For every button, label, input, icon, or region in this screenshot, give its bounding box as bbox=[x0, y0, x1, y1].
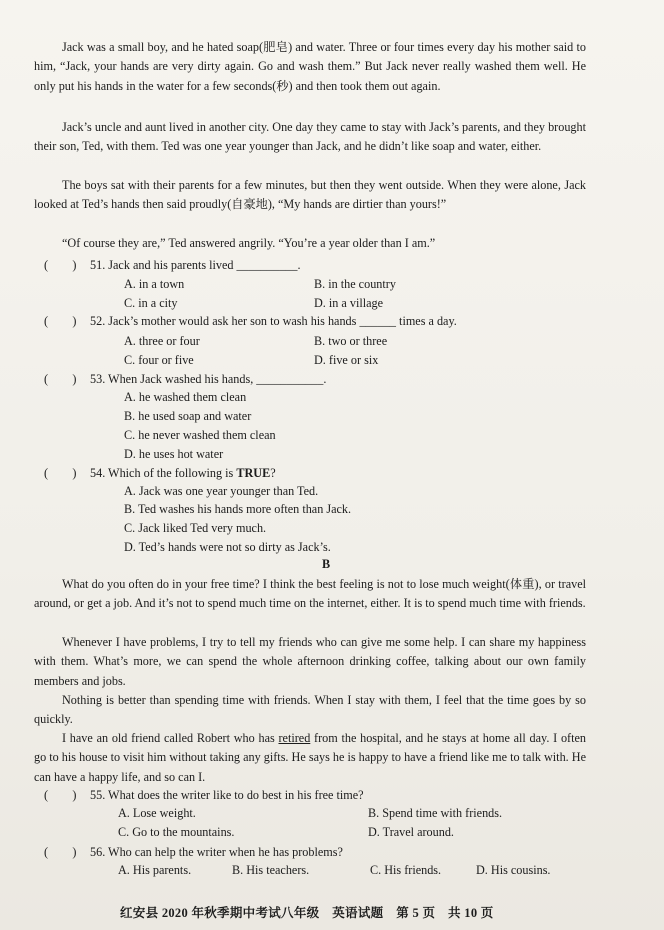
option-d: D. he uses hot water bbox=[124, 447, 224, 461]
option-d: D. in a village bbox=[314, 296, 384, 310]
question-stem: 55. What does the writer like to do best in his free time? bbox=[90, 788, 364, 802]
option-a: A. Lose weight. bbox=[118, 806, 196, 820]
option-a: A. in a town bbox=[124, 277, 185, 291]
question-53 bbox=[44, 370, 326, 388]
option-d: D. five or six bbox=[314, 353, 379, 367]
answer-blank[interactable]: ( ) bbox=[44, 466, 77, 480]
option-b: B. His teachers. bbox=[232, 863, 310, 877]
passage-a-paragraph-4: “Of course they are,” Ted answered angrily. “You’re a year older than I am.” bbox=[62, 236, 436, 250]
passage-a-paragraph-2: Jack’s uncle and aunt lived in another city. One day they came to stay with Jack’s parents, and they brought their son, Ted, with them. Ted was one year younger than Jack, and he didn’t like soap and water, either. bbox=[34, 120, 586, 154]
question-51 bbox=[44, 256, 301, 274]
option-b: B. in the country bbox=[314, 277, 396, 291]
option-b: B. two or three bbox=[314, 334, 388, 348]
option-b: B. Spend time with friends. bbox=[368, 806, 503, 820]
option-c: C. in a city bbox=[124, 296, 178, 310]
question-stem-emphasis: TRUE bbox=[236, 466, 271, 480]
option-c: C. four or five bbox=[124, 353, 194, 367]
option-d: D. Ted’s hands were not so dirty as Jack’s. bbox=[124, 540, 331, 554]
passage-a-paragraph-3: The boys sat with their parents for a few minutes, but then they went outside. When they were alone, Jack looked at Ted’s hands then said proudly(自豪地), “My hands are dirtier than yours!” bbox=[34, 178, 586, 212]
passage-b-paragraph-2: Whenever I have problems, I try to tell my friends who can give me some help. I can share my happiness with them. What’s more, we can spend the whole afternoon drinking coffee, talking about our own family members and jobs. bbox=[34, 635, 586, 688]
question-55 bbox=[44, 786, 364, 804]
question-stem: 54. Which of the following is bbox=[90, 466, 237, 480]
passage-a-paragraph-1: Jack was a small boy, and he hated soap(肥皂) and water. Three or four times every day his mother said to him, “Jack, your hands are very dirty again. Go and wash them.” But Jack never really washed them well. He only put his hands in the water for a few seconds(秒) and then took them out again. bbox=[34, 40, 586, 93]
question-54 bbox=[44, 464, 276, 482]
option-c: C. His friends. bbox=[370, 863, 442, 877]
option-a: A. he washed them clean bbox=[124, 390, 247, 404]
option-d: D. His cousins. bbox=[476, 863, 551, 877]
passage-b-paragraph-1: What do you often do in your free time? I think the best feeling is not to lose much weight(体重), or travel around, or get a job. And it’s not to spend much time on the internet, either. It is to spend much time with friends. bbox=[34, 577, 586, 611]
question-stem: 51. Jack and his parents lived __________. bbox=[90, 258, 301, 272]
option-c: C. Jack liked Ted very much. bbox=[124, 521, 267, 535]
question-stem: 53. When Jack washed his hands, ___________. bbox=[90, 372, 327, 386]
option-c: C. Go to the mountains. bbox=[118, 825, 235, 839]
question-stem-end: ? bbox=[270, 466, 276, 480]
answer-blank[interactable]: ( ) bbox=[44, 314, 77, 328]
page-footer: 红安县 2020 年秋季期中考试八年级 英语试题 第 5 页 共 10 页 bbox=[120, 906, 494, 920]
underlined-word: retired bbox=[278, 731, 311, 745]
answer-blank[interactable]: ( ) bbox=[44, 845, 77, 859]
question-stem: 56. Who can help the writer when he has problems? bbox=[90, 845, 343, 859]
passage-b-paragraph-3: Nothing is better than spending time with friends. When I stay with them, I feel that the time goes by so quickly. bbox=[34, 693, 586, 727]
question-stem: 52. Jack’s mother would ask her son to wash his hands ______ times a day. bbox=[90, 314, 457, 328]
option-c: C. he never washed them clean bbox=[124, 428, 276, 442]
section-b-heading: B bbox=[322, 557, 331, 571]
passage-b-paragraph-4 bbox=[34, 729, 586, 787]
option-a: A. three or four bbox=[124, 334, 200, 348]
option-a: A. Jack was one year younger than Ted. bbox=[124, 484, 319, 498]
question-52 bbox=[44, 312, 457, 330]
option-b: B. he used soap and water bbox=[124, 409, 252, 423]
option-b: B. Ted washes his hands more often than Jack. bbox=[124, 502, 352, 516]
answer-blank[interactable]: ( ) bbox=[44, 372, 77, 386]
question-56 bbox=[44, 843, 343, 861]
paragraph-text: from the hospital, and he stays at home all day. I often go to his house to visit him without taking any gifts. He says he is happy to have a friend like me to talk with. He can have a happy life, and so can I. bbox=[34, 731, 586, 784]
paragraph-text: I have an old friend called Robert who has bbox=[62, 731, 279, 745]
option-a: A. His parents. bbox=[118, 863, 192, 877]
answer-blank[interactable]: ( ) bbox=[44, 258, 77, 272]
answer-blank[interactable]: ( ) bbox=[44, 788, 77, 802]
option-d: D. Travel around. bbox=[368, 825, 454, 839]
